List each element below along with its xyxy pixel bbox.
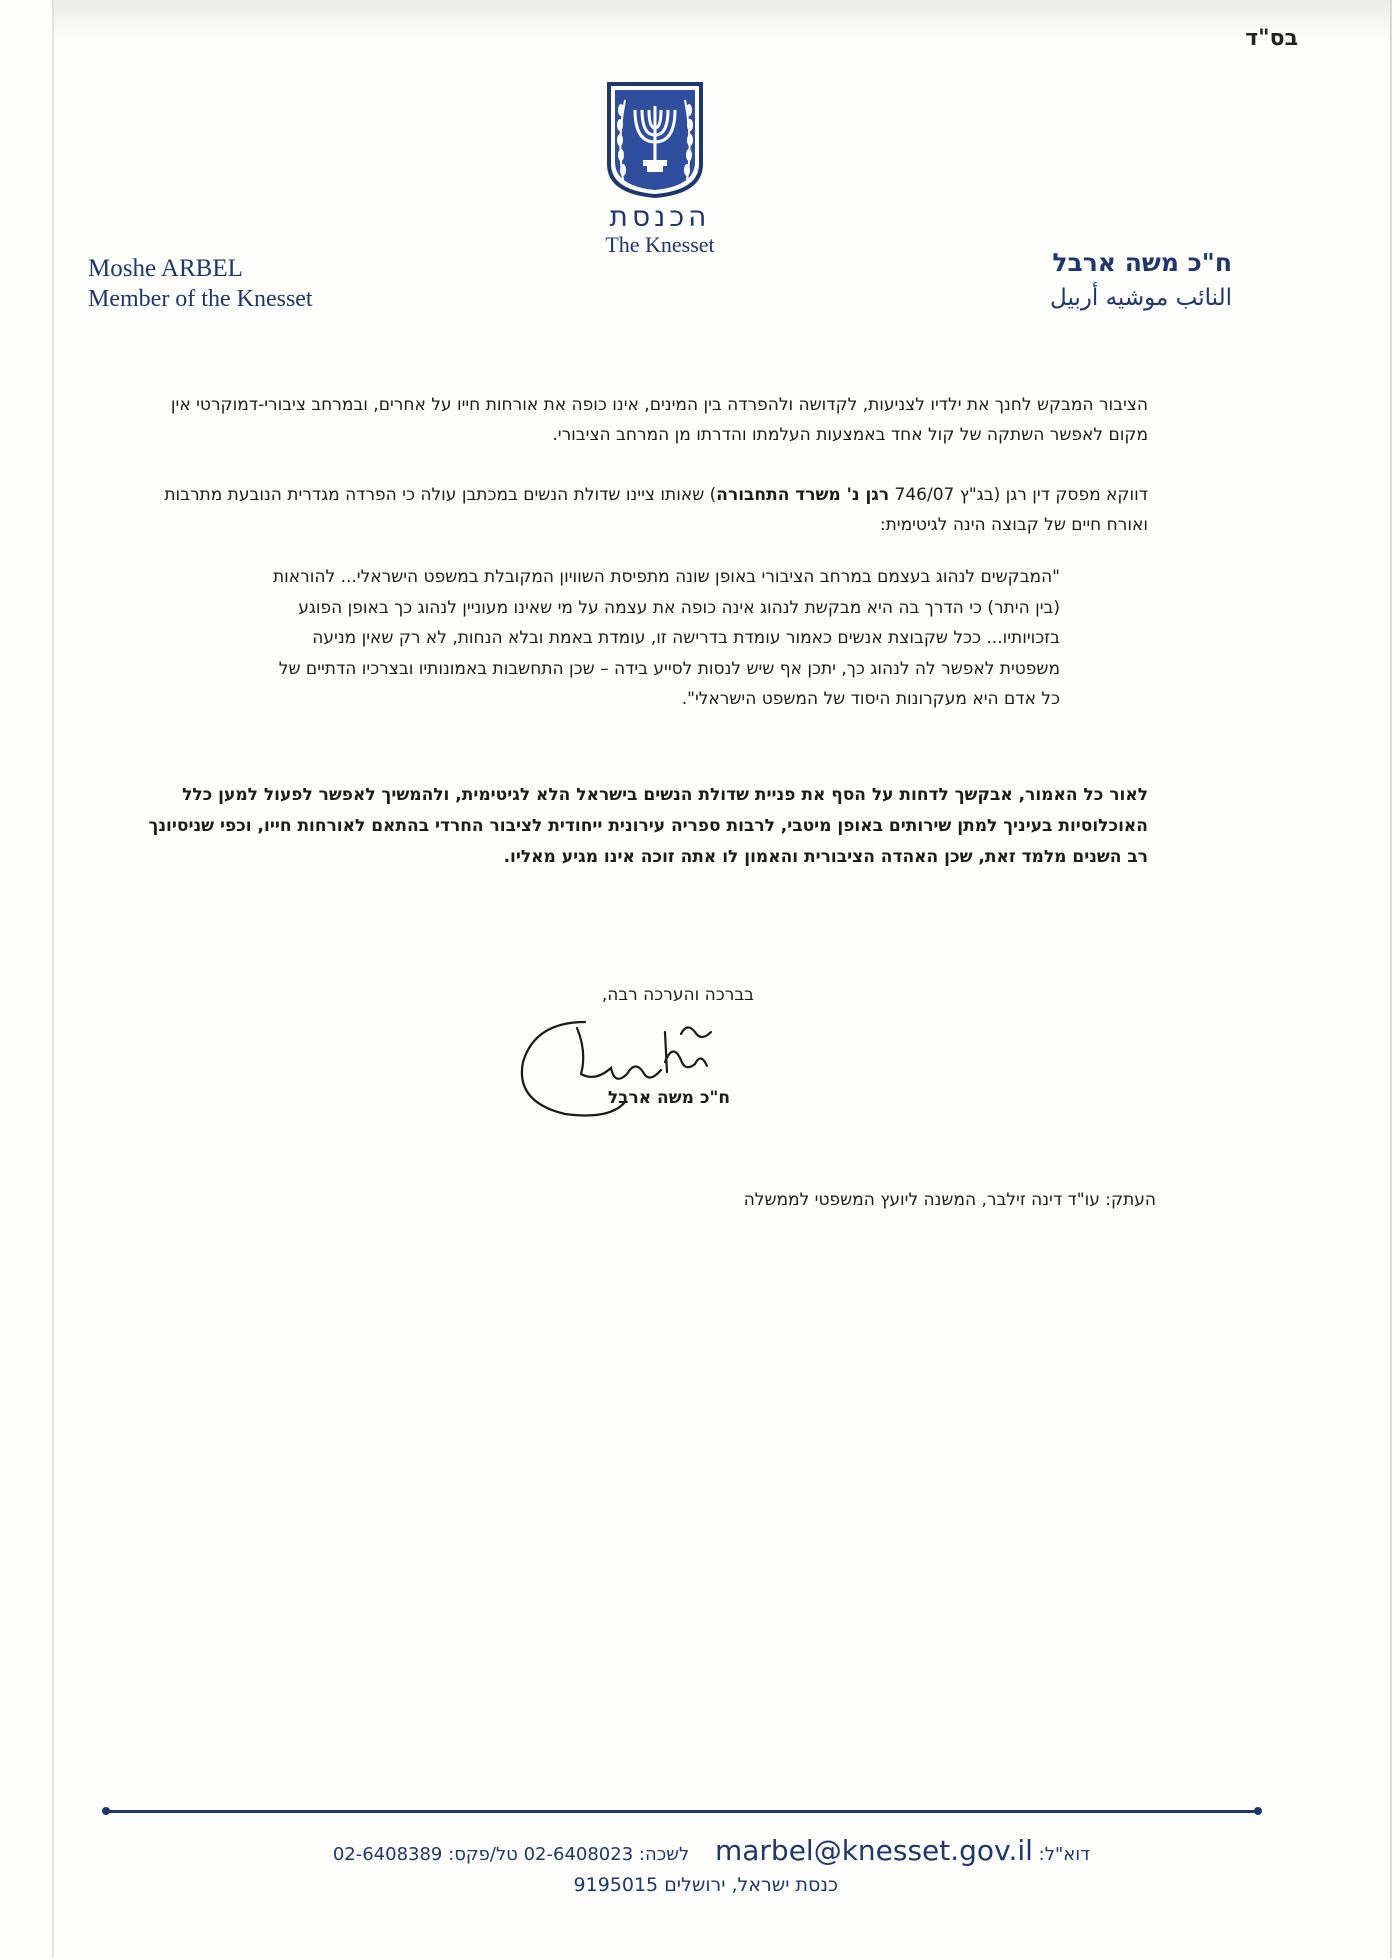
court-quote: "המבקשים לנהוג בעצמם במרחב הציבורי באופן שונה מתפיסת השוויון המקובלת במשפט הישראלי... להוראות (בין היתר) כי הדרך בה היא מבקשת לנהוג אינה כופה את עצמה על מי שאינו מעוניין לנהוג כך באופן הפוגע בזכויותיו... ככל שקבוצת אנשים כאמור עומדת בדרישה זו, עומדת באמת ובלא הנחות, לא רק שאין מניעה משפטית לאפשר לה לנהוג כך, יתכן אף שיש לנסות לסייע בידה – שכן התחשבות באמונותיו ובצרכיו הדתיים של כל אדם היא מעקרונות היסוד של המשפט הישראלי".: [273, 567, 1060, 709]
sender-name-hebrew: ח"כ משה ארבל: [1052, 248, 1232, 277]
paragraph-2-tail: ) שאותו ציינו שדולת הנשים במכתבן עולה כי הפרדה מגדרית הנובעת מתרבות ואורח חיים של קבוצה הינה לגיטימית:: [164, 485, 1148, 535]
sender-english-block: [88, 254, 313, 314]
fax-label: טל/פקס:: [448, 1844, 518, 1865]
cc-line: העתק: עו"ד דינה זילבר, המשנה ליועץ המשפטי לממשלה: [743, 1190, 1156, 1210]
office-phone: 02-6408023: [523, 1844, 634, 1865]
institution-english: The Knesset: [605, 232, 715, 257]
footer-divider: [106, 1810, 1258, 1813]
case-name: רגן נ' משרד התחבורה: [716, 485, 890, 505]
bsd-mark: בס"ד: [1245, 26, 1298, 51]
menorah-emblem-icon: [605, 80, 705, 200]
institution-hebrew: הכנסת: [609, 200, 711, 233]
sender-hebrew-block: [1050, 246, 1232, 316]
fax-phone: 02-6408389: [332, 1844, 443, 1865]
closing-line: בברכה והערכה רבה,: [601, 985, 754, 1005]
office-label: לשכה:: [638, 1844, 690, 1865]
handwritten-signature: [515, 1012, 725, 1126]
signature-name: ח"כ משה ארבל: [607, 1088, 730, 1108]
sender-name-english: Moshe ARBEL: [88, 255, 243, 282]
footer-contact: [333, 1834, 1090, 1867]
email-label: דוא"ל:: [1038, 1844, 1090, 1865]
letter-paragraph-request: לאור כל האמור, אבקשך לדחות על הסף את פניית שדולת הנשים בישראל הלא לגיטימית, ולהמשיך לאפשר לפעול למען כלל האוכלוסיות בעיניך למתן שירותים באופן מיטבי, לרבות ספריה עירונית ייחודית לציבור החרדי בהתאם לאורחות חייו, וכפי שניסיונך רב השנים מלמד זאת, שכן האהדה הציבורית והאמון לו אתה זוכה אינו מגיע מאליו.: [148, 785, 1148, 867]
email-link[interactable]: marbel@knesset.gov.il: [714, 1834, 1033, 1867]
page-top-shadow: [54, 0, 1390, 40]
sender-name-arabic: النائب موشيه أربيل: [1050, 285, 1232, 311]
paragraph-2-lead: דווקא מפסק דין רגן (בג"ץ 746/07: [889, 485, 1148, 505]
sender-title-english: Member of the Knesset: [88, 286, 313, 312]
letter-paragraph-1: הציבור המבקש לחנך את ילדיו לצניעות, לקדושה ולהפרדה בין המינים, אינו כופה את אורחות חייו על אחרים, ובמרחב ציבורי-דמוקרטי אין מקום לאפשר השתקה של קול אחד באמצעות העלמתו והדרתו מן המרחב הציבורי.: [170, 395, 1148, 445]
footer-address: כנסת ישראל, ירושלים 9195015: [573, 1874, 838, 1896]
letter-paragraph-2: [148, 480, 1148, 540]
page-left-edge: [52, 0, 54, 1958]
page-right-edge: [1390, 0, 1392, 1958]
knesset-emblem: [605, 80, 715, 200]
